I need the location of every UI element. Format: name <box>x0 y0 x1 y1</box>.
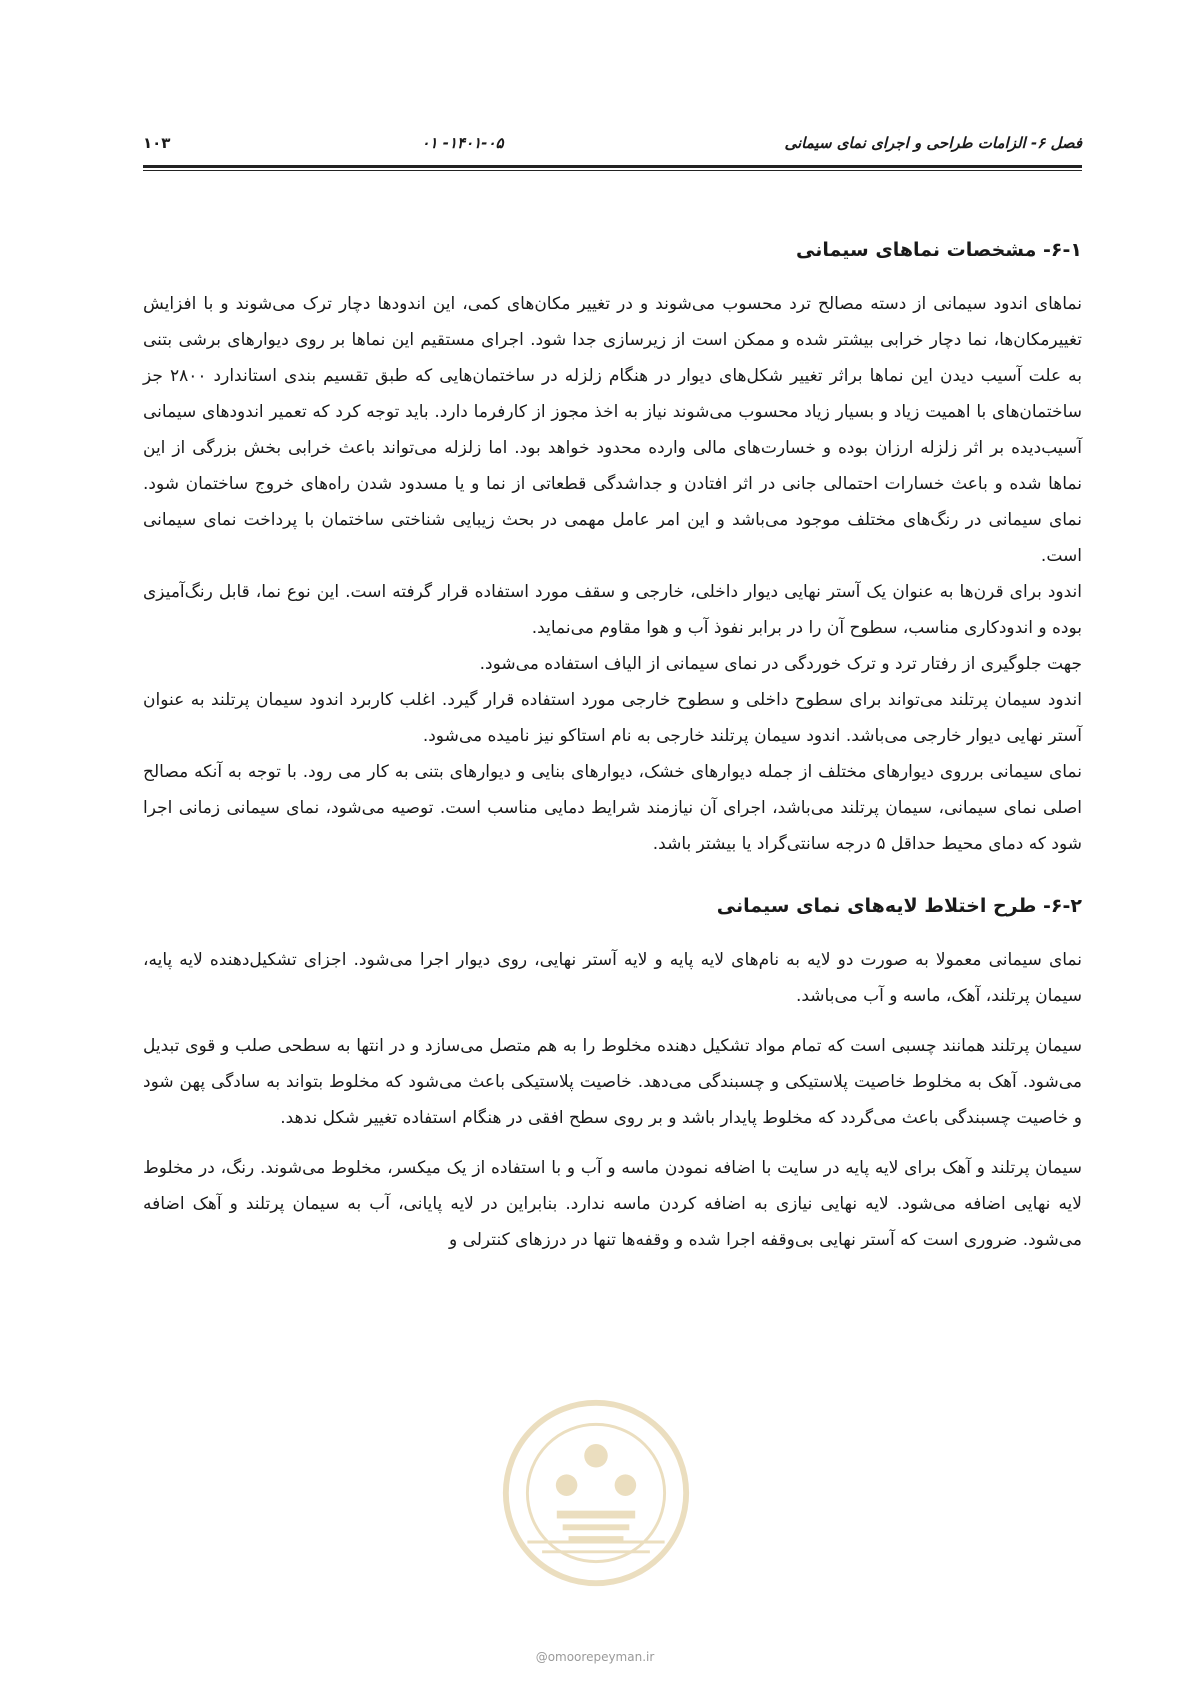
header-date: ۱۴۰۱-۰۵- ۰۱ <box>421 134 504 152</box>
watermark-url: @omoorepeyman.ir <box>535 1650 655 1664</box>
page-number: ۱۰۳ <box>143 134 171 152</box>
section-heading: ۶-۲- طرح اختلاط لایه‌های نمای سیمانی <box>716 895 1082 917</box>
chapter-title: فصل ۶- الزامات طراحی و اجرای نمای سیمانی <box>784 134 1082 152</box>
paragraph: سیمان پرتلند همانند چسبی است که تمام مواد تشکیل دهنده مخلوط را به هم متصل می‌سازد و در انتها به سطحی صلب و قوی تبدیل می‌شود. آهک به مخلوط خاصیت پلاستیکی و چسبندگی می‌دهد. خاصیت پلاستیکی باعث می‌شود که مخلوط بتواند به سادگی پهن شود و خاصیت چسبندگی باعث می‌گردد که مخلوط پایدار باشد و بر روی سطح افقی در هنگام استفاده تغییر شکل ندهد. <box>143 1036 1082 1128</box>
paragraph: اندود برای قرن‌ها به عنوان یک آستر نهایی دیوار داخلی، خارجی و سقف مورد استفاده قرار گرفته است. این نوع نما، قابل رنگ‌آمیزی بوده و اندودکاری مناسب، سطوح آن را در برابر نفوذ آب و هوا مقاوم می‌نماید. <box>143 582 1082 638</box>
page-body <box>143 232 1082 1258</box>
header-divider-thick <box>143 165 1082 168</box>
paragraph: سیمان پرتلند و آهک برای لایه پایه در سایت با اضافه نمودن ماسه و آب و با استفاده از یک میکسر، مخلوط می‌شوند. رنگ، در مخلوط لایه نهایی اضافه می‌شود. لایه نهایی نیازی به اضافه کردن ماسه ندارد. بنابراین در لایه پایانی، آب به سیمان پرتلند و آهک اضافه می‌شود. ضروری است که آستر نهایی بی‌وقفه اجرا شده و وقفه‌ها تنها در درزهای کنترلی و <box>143 1158 1082 1250</box>
watermark-seal-icon <box>498 1395 694 1591</box>
page-header <box>143 128 1082 158</box>
paragraph: نماهای اندود سیمانی از دسته مصالح ترد محسوب می‌شوند و در تغییر مکان‌های کمی، این اندودها دچار ترک می‌شوند و با افزایش تغییرمکان‌ها، نما دچار خرابی بیشتر شده و ممکن است از زیرسازی جدا شود. اجرای مستقیم این نماها بر روی دیوارهای برشی بتنی به علت آسیب دیدن این نماها براثر تغییر شکل‌های دیوار در هنگام زلزله در ساختمان‌هایی که طبق تقسیم بندی استاندارد ۲۸۰۰ جز ساختمان‌های با اهمیت زیاد و بسیار زیاد محسوب می‌شوند نیاز به اخذ مجوز از کارفرما دارد. باید توجه کرد که تعمیر اندودهای سیمانی آسیب‌دیده بر اثر زلزله ارزان بوده و خسارت‌های مالی وارده محدود خواهد بود. اما زلزله می‌تواند باعث خرابی بخش بزرگی از این نماها شده و باعث خسارات احتمالی جانی در اثر افتادن و جداشدگی قطعاتی از نما و یا مسدود شدن راه‌های خروج ساختمان شود. نمای سیمانی در رنگ‌های مختلف موجود می‌باشد و این امر عامل مهمی در بحث زیبایی شناختی ساختمان با پرداخت نمای سیمانی است. <box>143 294 1082 566</box>
paragraph: جهت جلوگیری از رفتار ترد و ترک خوردگی در نمای سیمانی از الیاف استفاده می‌شود. <box>479 654 1082 674</box>
paragraph: نمای سیمانی معمولا به صورت دو لایه به نام‌های لایه پایه و لایه آستر نهایی، روی دیوار اجرا می‌شود. اجزای تشکیل‌دهنده لایه پایه، سیمان پرتلند، آهک، ماسه و آب می‌باشد. <box>143 950 1082 1006</box>
paragraph: اندود سیمان پرتلند می‌تواند برای سطوح داخلی و سطوح خارجی مورد استفاده قرار گیرد. اغلب کاربرد اندود سیمان پرتلند به عنوان آستر نهایی دیوار خارجی می‌باشد. اندود سیمان پرتلند خارجی به نام استاکو نیز نامیده می‌شود. <box>143 690 1082 746</box>
section-heading: ۶-۱- مشخصات نماهای سیمانی <box>796 239 1082 261</box>
header-divider-thin <box>143 170 1082 171</box>
paragraph: نمای سیمانی برروی دیوارهای مختلف از جمله دیوارهای خشک، دیوارهای بنایی و دیوارهای بتنی به کار می رود. با توجه به آنکه مصالح اصلی نمای سیمانی، سیمان پرتلند می‌باشد، اجرای آن نیازمند شرایط دمایی مناسب است. توصیه می‌شود، نمای سیمانی زمانی اجرا شود که دمای محیط حداقل ۵ درجه سانتی‌گراد یا بیشتر باشد. <box>143 762 1082 854</box>
